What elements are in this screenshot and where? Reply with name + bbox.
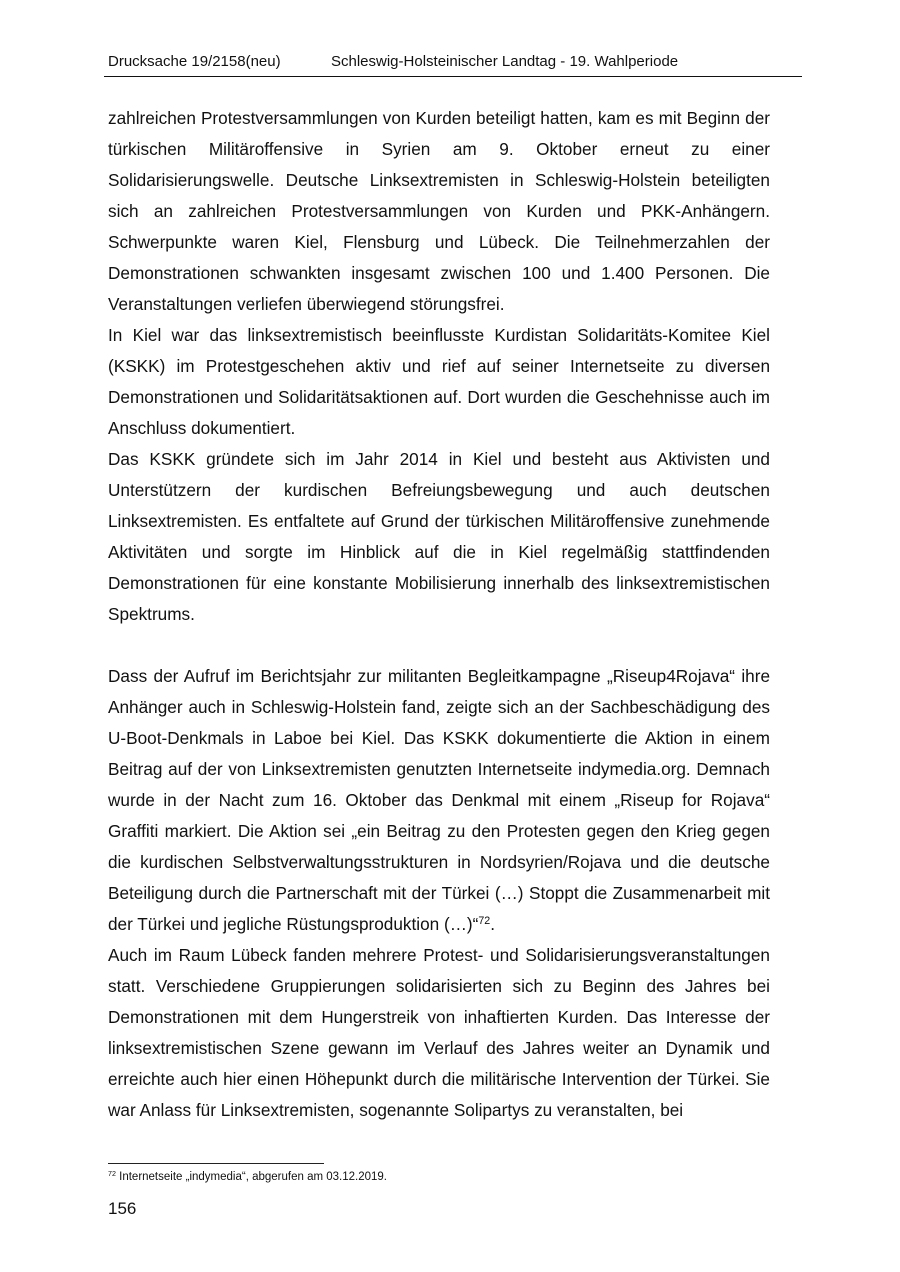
publisher-line: Schleswig-Holsteinischer Landtag - 19. Wahlperiode (331, 53, 679, 70)
paragraph: Auch im Raum Lübeck fanden mehrere Protest- und Solidarisierungsveranstaltungen statt. Verschiedene Gruppierungen solidarisierten sich zu Beginn des Jahres bei Demonstrationen mit dem Hungerstreik von inhaftierten Kurden. Das Interesse der linksextremistischen Szene gewann im Verlauf des Jahres weiter an Dynamik und erreichte auch hier einen Höhepunkt durch die militärische Intervention der Türkei. Sie war Anlass für Linksextremisten, sogenannte Solipartys zu veranstalten, bei (108, 945, 770, 1120)
page-number: 156 (108, 1199, 137, 1218)
footnote-reference[interactable]: 72 (478, 915, 491, 928)
paragraph-riseup (108, 661, 770, 940)
paragraph: Das KSKK gründete sich im Jahr 2014 in Kiel und besteht aus Aktivisten und Unterstützern der kurdischen Befreiungsbewegung und auch deutschen Linksextremisten. Es entfaltete auf Grund der türkischen Militäroffensive zunehmende Aktivitäten und sorgte im Hinblick auf die in Kiel regelmäßig stattfindenden Demonstrationen für eine konstante Mobilisierung innerhalb des linksextremistischen Spektrums. (108, 449, 770, 624)
body-text (108, 103, 770, 1126)
paragraph: In Kiel war das linksextremistisch beeinflusste Kurdistan Solidaritäts-Komitee Kiel (KSKK) im Protestgeschehen aktiv und rief auf seiner Internetseite zu diversen Demonstrationen und Solidaritätsaktionen auf. Dort wurden die Geschehnisse auch im Anschluss dokumentiert. (108, 325, 770, 438)
riseup-text-end: . (490, 914, 495, 934)
document-reference: Drucksache 19/2158(neu) (108, 53, 281, 70)
footnote (108, 1169, 387, 1185)
page-header (108, 52, 802, 72)
footnote-divider (108, 1163, 324, 1164)
paragraph: zahlreichen Protestversammlungen von Kurden beteiligt hatten, kam es mit Beginn der türkischen Militäroffensive in Syrien am 9. Oktober erneut zu einer Solidarisierungswelle. Deutsche Linksextremisten in Schleswig-Holstein beteiligten sich an zahlreichen Protestversammlungen von Kurden und PKK-Anhängern. Schwerpunkte waren Kiel, Flensburg und Lübeck. Die Teilnehmerzahlen der Demonstrationen schwankten insgesamt zwischen 100 und 1.400 Personen. Die Veranstaltungen verliefen überwiegend störungsfrei. (108, 108, 770, 314)
footnote-number: 72 (108, 1170, 116, 1179)
riseup-text: Dass der Aufruf im Berichtsjahr zur militanten Begleitkampagne „Riseup4Rojava“ ihre Anhänger auch in Schleswig-Holstein fand, zeigte sich an der Sachbeschädigung des U-Boot-Denkmals in Laboe bei Kiel. Das KSKK dokumentierte die Aktion in einem Beitrag auf der von Linksextremisten genutzten Internetseite indymedia.org. Demnach wurde in der Nacht zum 16. Oktober das Denkmal mit einem „Riseup for Rojava“ Graffiti markiert. Die Aktion sei „ein Beitrag zu den Protesten gegen den Krieg gegen die kurdischen Selbstverwaltungsstrukturen in Nordsyrien/Rojava und die deutsche Beteiligung durch die Partnerschaft mit der Türkei (…) Stoppt die Zusammenarbeit mit der Türkei und jegliche Rüstungsproduktion (…)“ (108, 666, 770, 934)
header-divider (104, 76, 802, 77)
footnote-text: Internetseite „indymedia“, abgerufen am 03.12.2019. (115, 1171, 387, 1183)
